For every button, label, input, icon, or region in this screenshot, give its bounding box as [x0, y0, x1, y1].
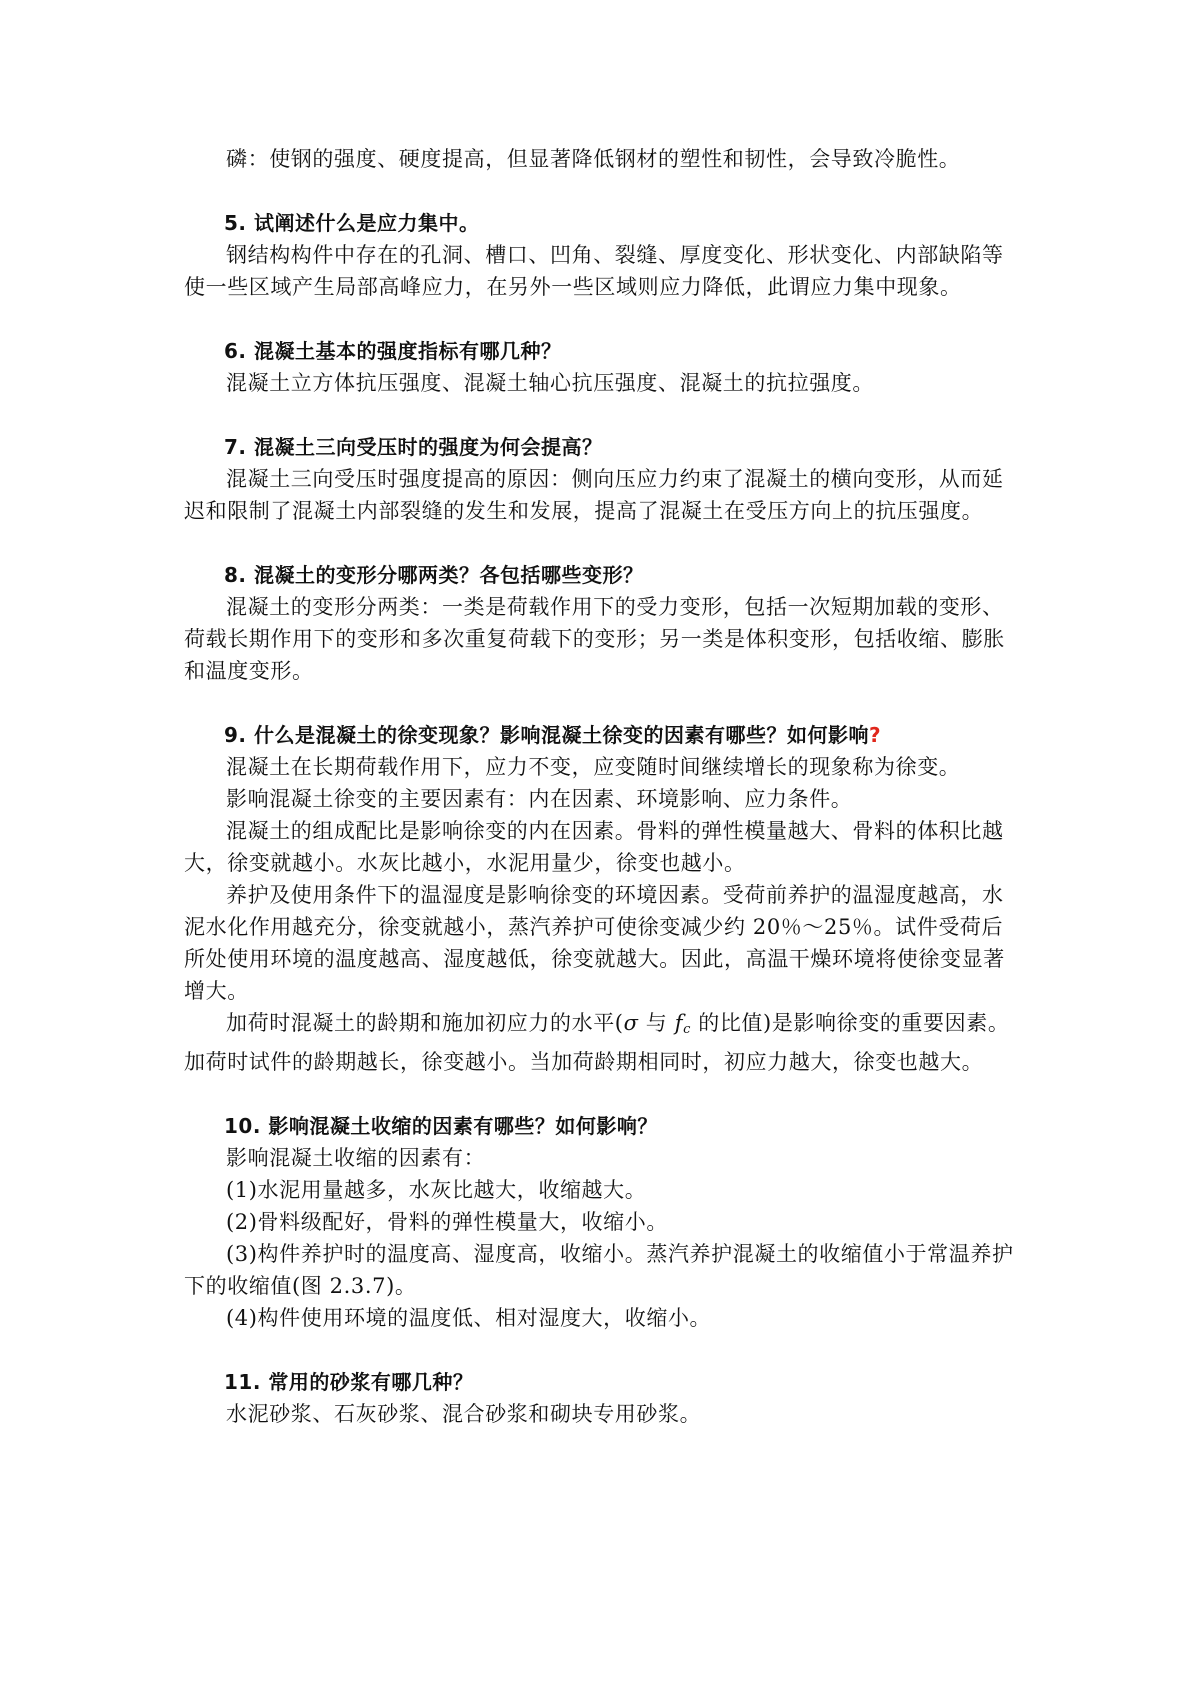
question-heading: 5. 试阐述什么是应力集中。 [224, 211, 480, 235]
question-heading [184, 719, 1024, 751]
section-q8 [184, 559, 1024, 687]
section-q9 [184, 719, 1024, 1078]
question-heading: 10. 影响混凝土收缩的因素有哪些？如何影响？ [224, 1114, 658, 1138]
section-q6 [184, 335, 1024, 399]
answer-paragraph: 影响混凝土收缩的因素有： [226, 1146, 486, 1170]
answer-paragraph: 混凝土在长期荷载作用下，应力不变，应变随时间继续增长的现象称为徐变。 [226, 755, 961, 779]
formula-text-after: 的比值)是影响徐变的重要因素。加荷时试件的龄期越长，徐变越小。当加荷龄期相同时，初应力越大，徐变也越大。 [184, 1011, 1010, 1074]
answer-paragraph: 混凝土的变形分两类：一类是荷载作用下的受力变形，包括一次短期加载的变形、荷载长期作用下的变形和多次重复荷载下的变形；另一类是体积变形，包括收缩、膨胀和温度变形。 [184, 595, 1005, 683]
answer-paragraph: (4)构件使用环境的温度低、相对湿度大，收缩小。 [226, 1306, 712, 1330]
section-q11 [184, 1366, 1024, 1430]
answer-paragraph: 混凝土三向受压时强度提高的原因：侧向压应力约束了混凝土的横向变形，从而延迟和限制了混凝土内部裂缝的发生和发展，提高了混凝土在受压方向上的抗压强度。 [184, 467, 1004, 523]
section-q10 [184, 1110, 1024, 1334]
red-question-mark: ? [868, 723, 882, 747]
question-heading: 11. 常用的砂浆有哪几种？ [224, 1370, 474, 1394]
question-heading: 7. 混凝土三向受压时的强度为何会提高？ [224, 435, 603, 459]
formula-text-before: 加荷时混凝土的龄期和施加初应力的水平( [226, 1011, 624, 1035]
answer-paragraph: (1)水泥用量越多，水灰比越大，收缩越大。 [226, 1178, 647, 1202]
formula-text-mid: 与 [638, 1011, 675, 1035]
intro-paragraph: 磷：使钢的强度、硬度提高，但显著降低钢材的塑性和韧性，会导致冷脆性。 [226, 147, 961, 171]
question-text: 9. 什么是混凝土的徐变现象？影响混凝土徐变的因素有哪些？如何影响 [224, 723, 869, 747]
section-q7 [184, 431, 1024, 527]
f-symbol: f [674, 1011, 684, 1035]
answer-paragraph: 混凝土立方体抗压强度、混凝土轴心抗压强度、混凝土的抗拉强度。 [226, 371, 874, 395]
answer-paragraph: 水泥砂浆、石灰砂浆、混合砂浆和砌块专用砂浆。 [226, 1402, 702, 1426]
section-q5 [184, 207, 1024, 303]
formula-paragraph [184, 1007, 1024, 1078]
answer-paragraph: 钢结构构件中存在的孔洞、槽口、凹角、裂缝、厚度变化、形状变化、内部缺陷等使一些区域产生局部高峰应力，在另外一些区域则应力降低，此谓应力集中现象。 [184, 243, 1004, 299]
question-heading: 6. 混凝土基本的强度指标有哪几种？ [224, 339, 562, 363]
question-heading: 8. 混凝土的变形分哪两类？各包括哪些变形？ [224, 563, 644, 587]
answer-paragraph: 影响混凝土徐变的主要因素有：内在因素、环境影响、应力条件。 [226, 787, 853, 811]
answer-paragraph: 混凝土的组成配比是影响徐变的内在因素。骨料的弹性模量越大、骨料的体积比越大，徐变就越小。水灰比越小，水泥用量少，徐变也越小。 [184, 819, 1004, 875]
answer-paragraph: (3)构件养护时的温度高、湿度高，收缩小。蒸汽养护混凝土的收缩值小于常温养护下的收缩值(图 2.3.7)。 [184, 1242, 1014, 1298]
f-subscript: c [683, 1022, 691, 1037]
sigma-symbol: σ [623, 1011, 639, 1035]
answer-paragraph: 养护及使用条件下的温湿度是影响徐变的环境因素。受荷前养护的温湿度越高，水泥水化作用越充分，徐变就越小，蒸汽养护可使徐变减少约 20％～25％。试件受荷后所处使用环境的温度越高、湿度越低，徐变就越大。因此，高温干燥环境将使徐变显著增大。 [184, 883, 1005, 1003]
answer-paragraph: (2)骨料级配好，骨料的弹性模量大，收缩小。 [226, 1210, 668, 1234]
